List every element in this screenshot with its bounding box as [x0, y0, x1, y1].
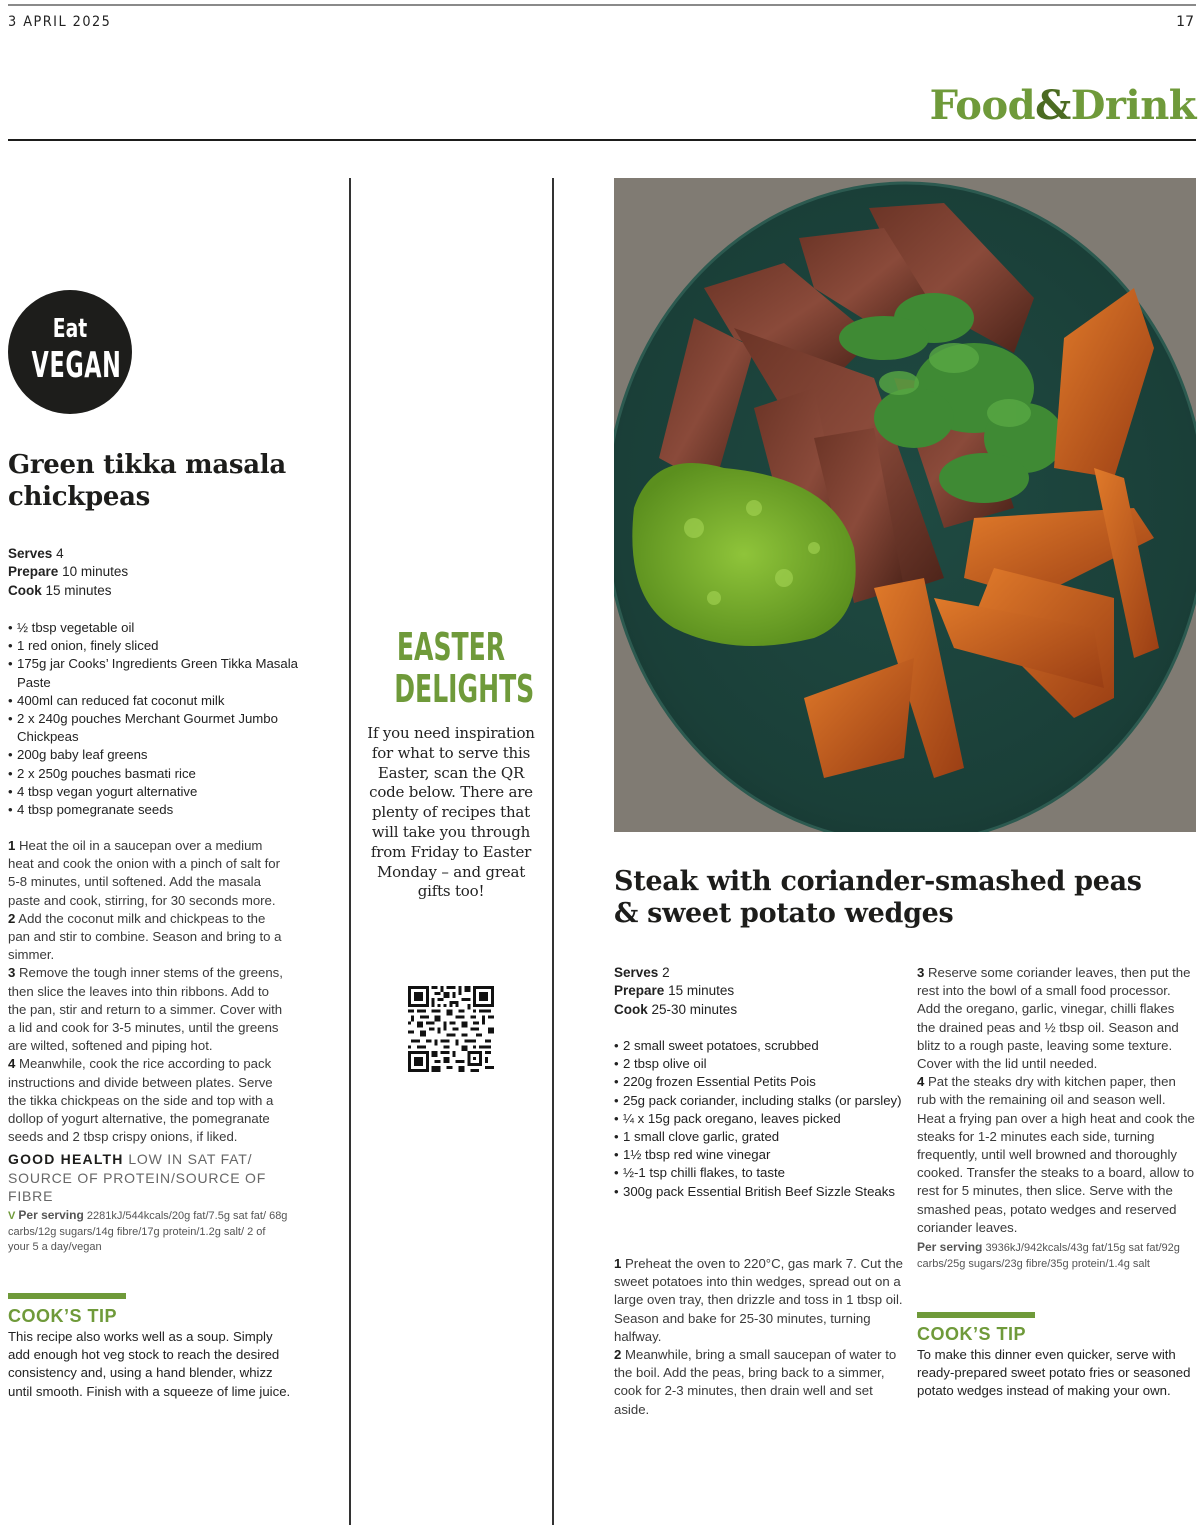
section-title: [930, 82, 1196, 129]
health-text: LOW IN SAT FAT/ SOURCE OF PROTEIN/SOURCE OF FIBRE: [8, 1151, 267, 1204]
nutrition-text: 2281kJ/544kcals/20g fat/7.5g sat fat/ 68g carbs/12g sugars/14g fibre/17g protein/1.2g salt/ 2 of your 5 a day/vegan: [8, 1210, 288, 1253]
ingredient-item: • 300g pack Essential British Beef Sizzle Steaks: [614, 1183, 904, 1201]
ingredient-item: • 2 x 240g pouches Merchant Gourmet Jumbo Chickpeas: [8, 710, 298, 746]
ingredient-item: • 25g pack coriander, including stalks (or parsley): [614, 1092, 904, 1110]
serves-label: Serves: [8, 546, 53, 561]
step-number: 2: [8, 910, 16, 926]
serves-row: [614, 964, 737, 982]
step-text: Meanwhile, bring a small saucepan of water to the boil. Add the peas, bring back to a simmer, cook for 2-3 minutes, then drain well and set aside.: [614, 1347, 897, 1417]
recipe-meta: [614, 964, 737, 1019]
method-step: [8, 837, 290, 910]
step-number: 2: [614, 1347, 622, 1363]
ingredient-item: • 1 small clove garlic, grated: [614, 1128, 904, 1146]
step-number: 1: [614, 1256, 622, 1271]
ingredient-item: • 4 tbsp pomegranate seeds: [8, 801, 298, 819]
section-title-food: Food: [929, 82, 1036, 129]
method-step: [8, 964, 290, 1055]
method-steps: [8, 837, 290, 1146]
cooks-tip-bar: [8, 1293, 126, 1299]
qr-code-icon: [408, 986, 494, 1072]
step-number: 1: [8, 838, 16, 853]
issue-date: 3 APRIL 2025: [8, 14, 112, 30]
top-rule: [8, 4, 1196, 6]
serves-label: Serves: [614, 965, 659, 980]
per-serving-label: Per serving: [917, 1240, 983, 1254]
promo-body: If you need inspiration for what to serve this Easter, scan the QR code below. There are plenty of recipes that will take you through from Friday to Easter Monday – and great gifts too!: [367, 724, 535, 901]
ingredient-item: • 200g baby leaf greens: [8, 746, 298, 764]
nutrition-text: 3936kJ/942kcals/43g fat/15g sat fat/92g carbs/25g sugars/23g fibre/35g protein/1.4g salt: [917, 1242, 1180, 1270]
ingredient-item: • 2 x 250g pouches basmati rice: [8, 765, 298, 783]
cooks-tip-heading: COOK’S TIP: [917, 1324, 1027, 1344]
ingredient-item: • 1½ tbsp red wine vinegar: [614, 1146, 904, 1164]
steak-plate-image: [614, 178, 1196, 832]
good-health-note: [8, 1150, 293, 1206]
recipe-meta: [8, 545, 128, 600]
section-title-drink: Drink: [1070, 82, 1196, 129]
prepare-row: [614, 982, 737, 1000]
step-text: Heat the oil in a saucepan over a medium heat and cook the onion with a pinch of salt for 5-8 minutes, until softened. Add the masala paste and cook, stirring, for 30 seconds more.: [8, 838, 280, 908]
badge-line-1: Eat: [52, 314, 88, 344]
method-steps-part-2: [917, 964, 1195, 1237]
cook-row: [614, 1001, 737, 1019]
section-title-ampersand: &: [1035, 82, 1071, 129]
ingredient-item: • 2 tbsp olive oil: [614, 1055, 904, 1073]
prepare-row: [8, 563, 128, 581]
method-step: [614, 1255, 904, 1346]
cooks-tip-bar: [917, 1312, 1035, 1318]
ingredient-item: • 1 red onion, finely sliced: [8, 637, 298, 655]
ingredients-list: [614, 1037, 904, 1201]
ingredients-list: [8, 619, 298, 819]
ingredient-item: • ½ tbsp vegetable oil: [8, 619, 298, 637]
prepare-value: 15 minutes: [668, 983, 735, 999]
step-text: Add the coconut milk and chickpeas to the pan and stir to combine. Season and bring to a simmer.: [8, 910, 282, 963]
ingredient-item: • 220g frozen Essential Petits Pois: [614, 1073, 904, 1091]
ingredient-item: • 400ml can reduced fat coconut milk: [8, 692, 298, 710]
step-text: Remove the tough inner stems of the greens, then slice the leaves into thin ribbons. Add to the pan, stir and return to a simmer. Cover with a lid and cook for 3-5 minutes, until the greens are wilted, softened and piping hot.: [8, 965, 283, 1054]
badge-line-2: VEGAN: [31, 345, 122, 386]
column-divider-1: [349, 178, 351, 1525]
method-step: [8, 910, 290, 965]
method-steps-part-1: [614, 1255, 904, 1419]
promo-title-line-1: EASTER: [396, 625, 506, 669]
step-number: 3: [917, 965, 925, 980]
recipe-title: Green tikka masala chickpeas: [8, 450, 286, 512]
ingredient-item: • ½-1 tsp chilli flakes, to taste: [614, 1164, 904, 1182]
cooks-tip-heading: COOK’S TIP: [8, 1306, 118, 1326]
serves-row: [8, 545, 128, 563]
step-number: 4: [917, 1074, 925, 1090]
step-text: Preheat the oven to 220°C, gas mark 7. Cut the sweet potatoes into thin wedges, spread out on a large oven tray, then drizzle and toss in 1 tbsp oil. Season and bake for 25-30 minutes, turning halfway.: [614, 1256, 903, 1344]
serves-value: 4: [56, 546, 64, 561]
cook-label: Cook: [8, 582, 42, 598]
nutrition-info: [917, 1240, 1195, 1272]
method-step: [614, 1346, 904, 1419]
vegan-marker: V: [8, 1210, 16, 1222]
ingredient-item: • 2 small sweet potatoes, scrubbed: [614, 1037, 904, 1055]
method-step: [917, 964, 1195, 1073]
recipe-title: Steak with coriander-smashed peas & sweet potato wedges: [614, 866, 1142, 929]
prepare-label: Prepare: [8, 564, 59, 580]
promo-title: [394, 625, 535, 711]
cook-row: [8, 582, 128, 600]
method-step: [8, 1055, 290, 1146]
step-number: 3: [8, 965, 16, 981]
per-serving-label: Per serving: [18, 1208, 84, 1222]
cooks-tip-text: This recipe also works well as a soup. Simply add enough hot veg stock to reach the desired consistency and, using a hand blender, whizz until smooth. Finish with a squeeze of lime juice.: [8, 1329, 291, 1399]
serves-value: 2: [662, 965, 670, 980]
method-step: [917, 1073, 1195, 1237]
nutrition-info: [8, 1208, 288, 1256]
cook-value: 15 minutes: [45, 582, 112, 598]
step-text: Pat the steaks dry with kitchen paper, then rub with the remaining oil and season well. Heat a frying pan over a high heat and cook the steaks for 1-2 minutes each side, turning frequently, until well browned and thoroughly cooked. Transfer the steaks to a board, allow to rest for 5 minutes, then slice. Serve with the smashed peas, potato wedges and reserved coriander leaves.: [917, 1074, 1195, 1235]
page-number: 17: [1176, 14, 1194, 30]
cook-label: Cook: [614, 1001, 648, 1017]
cook-value: 25-30 minutes: [651, 1001, 738, 1017]
prepare-value: 10 minutes: [62, 564, 129, 580]
step-text: Reserve some coriander leaves, then put the rest into the bowl of a small food processor. Add the oregano, garlic, vinegar, chilli flakes the drained peas and ½ tbsp oil. Season and blitz to a rough paste, leaving some texture. Cover with the lid until needed.: [917, 965, 1191, 1072]
qr-code[interactable]: [408, 986, 494, 1072]
eat-vegan-badge: [8, 290, 132, 414]
ingredient-item: • 4 tbsp vegan yogurt alternative: [8, 783, 298, 801]
step-text: Meanwhile, cook the rice according to pack instructions and divide between plates. Serve the tikka chickpeas on the side and top with a dollop of yogurt alternative, the pomegranate seeds and 2 tbsp crispy onions, if liked.: [8, 1056, 274, 1145]
promo-title-line-2: DELIGHTS: [394, 667, 535, 711]
ingredient-item: • 175g jar Cooks’ Ingredients Green Tikka Masala Paste: [8, 655, 298, 691]
cooks-tip-text: To make this dinner even quicker, serve with ready-prepared sweet potato fries or seasoned potato wedges instead of making your own.: [917, 1347, 1191, 1399]
ingredient-item: • ¼ x 15g pack oregano, leaves picked: [614, 1110, 904, 1128]
prepare-label: Prepare: [614, 983, 665, 999]
recipe-photo: [614, 178, 1196, 832]
column-divider-2: [552, 178, 554, 1525]
health-label: GOOD HEALTH: [8, 1151, 124, 1167]
step-number: 4: [8, 1056, 16, 1072]
header-rule: [8, 139, 1196, 141]
